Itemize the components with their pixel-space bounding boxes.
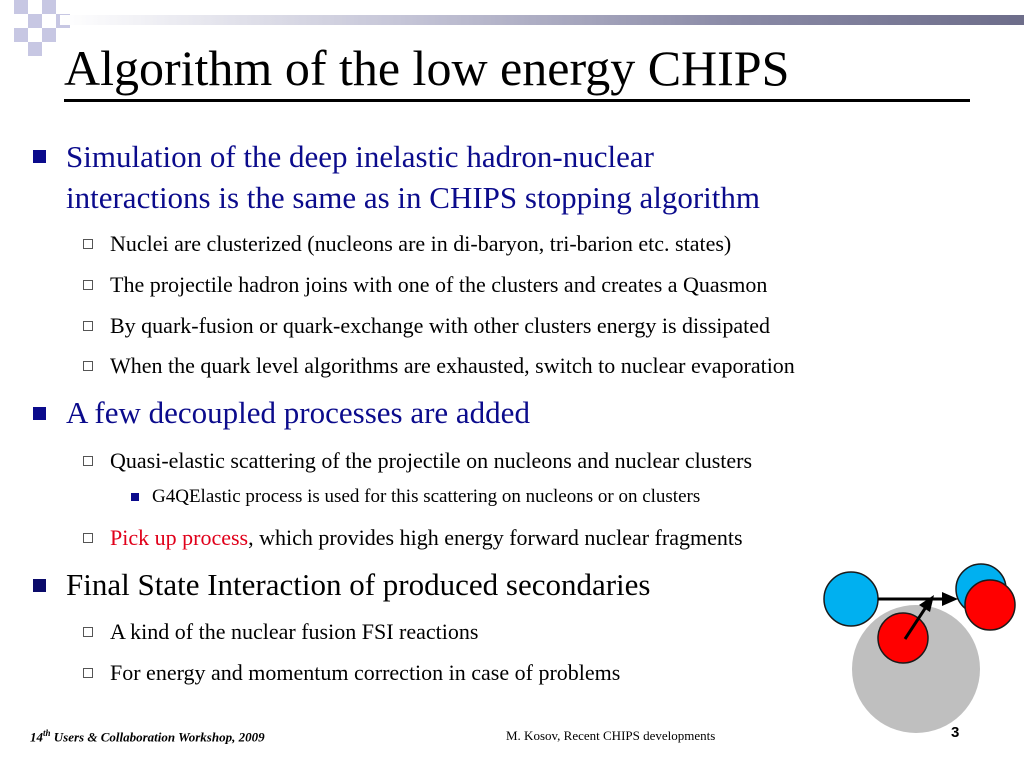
sub-bullet-1-3: By quark-fusion or quark-exchange with other clusters energy is dissipated [110,313,771,338]
fsi-nucleus-diagram [820,560,1024,740]
hollow-square-bullet-icon [83,280,93,290]
hollow-square-bullet-icon [83,239,93,249]
hollow-square-bullet-icon [83,533,93,543]
sub-bullet-1-1: Nuclei are clusterized (nucleons are in di-baryon, tri-barion etc. states) [110,231,732,256]
hollow-square-bullet-icon [83,456,93,466]
header-gradient-bar [60,15,1024,25]
pick-up-process-highlight: Pick up process [110,525,249,550]
footer-author: M. Kosov, Recent CHIPS developments [506,728,716,743]
small-square-bullet-icon [131,493,139,501]
footer-workshop [30,728,265,745]
bullet-3: Final State Interaction of produced secondaries [66,567,651,602]
bullet-square-icon [33,407,46,420]
bullet-2: A few decoupled processes are added [66,395,530,430]
bullet-1-line-2: interactions is the same as in CHIPS stopping algorithm [66,180,760,215]
sub-bullet-1-2: The projectile hadron joins with one of the clusters and creates a Quasmon [110,272,768,297]
footer-workshop-sup: th [43,728,51,738]
sub-bullet-3-2: For energy and momentum correction in case of problems [110,660,621,685]
sub-bullet-3-1: A kind of the nuclear fusion FSI reactions [110,619,479,644]
bullet-square-icon [33,150,46,163]
pick-up-process-rest: , which provides high energy forward nuclear fragments [248,525,743,550]
bullet-1-line-1: Simulation of the deep inelastic hadron-nuclear [66,139,654,174]
title-underline [64,99,970,102]
sub-bullet-2-1: Quasi-elastic scattering of the projectile on nucleons and nuclear clusters [110,448,753,473]
bullet-square-icon [33,579,46,592]
horizontal-arrow-head [942,592,958,606]
incoming-cluster-circle [824,572,878,626]
footer-workshop-num: 14 [30,729,43,745]
outgoing-cluster-red-circle [965,580,1015,630]
page-number: 3 [951,724,960,741]
inner-cluster-circle [878,613,928,663]
hollow-square-bullet-icon [83,627,93,637]
sub-bullet-2-2 [110,524,743,552]
hollow-square-bullet-icon [83,321,93,331]
footer-workshop-rest: Users & Collaboration Workshop, 2009 [50,729,265,745]
hollow-square-bullet-icon [83,668,93,678]
slide-title: Algorithm of the low energy CHIPS [64,40,790,96]
sub-bullet-1-4: When the quark level algorithms are exhausted, switch to nuclear evaporation [110,353,795,378]
sub-sub-bullet-2-1-1: G4QElastic process is used for this scattering on nucleons or on clusters [152,486,701,507]
hollow-square-bullet-icon [83,361,93,371]
